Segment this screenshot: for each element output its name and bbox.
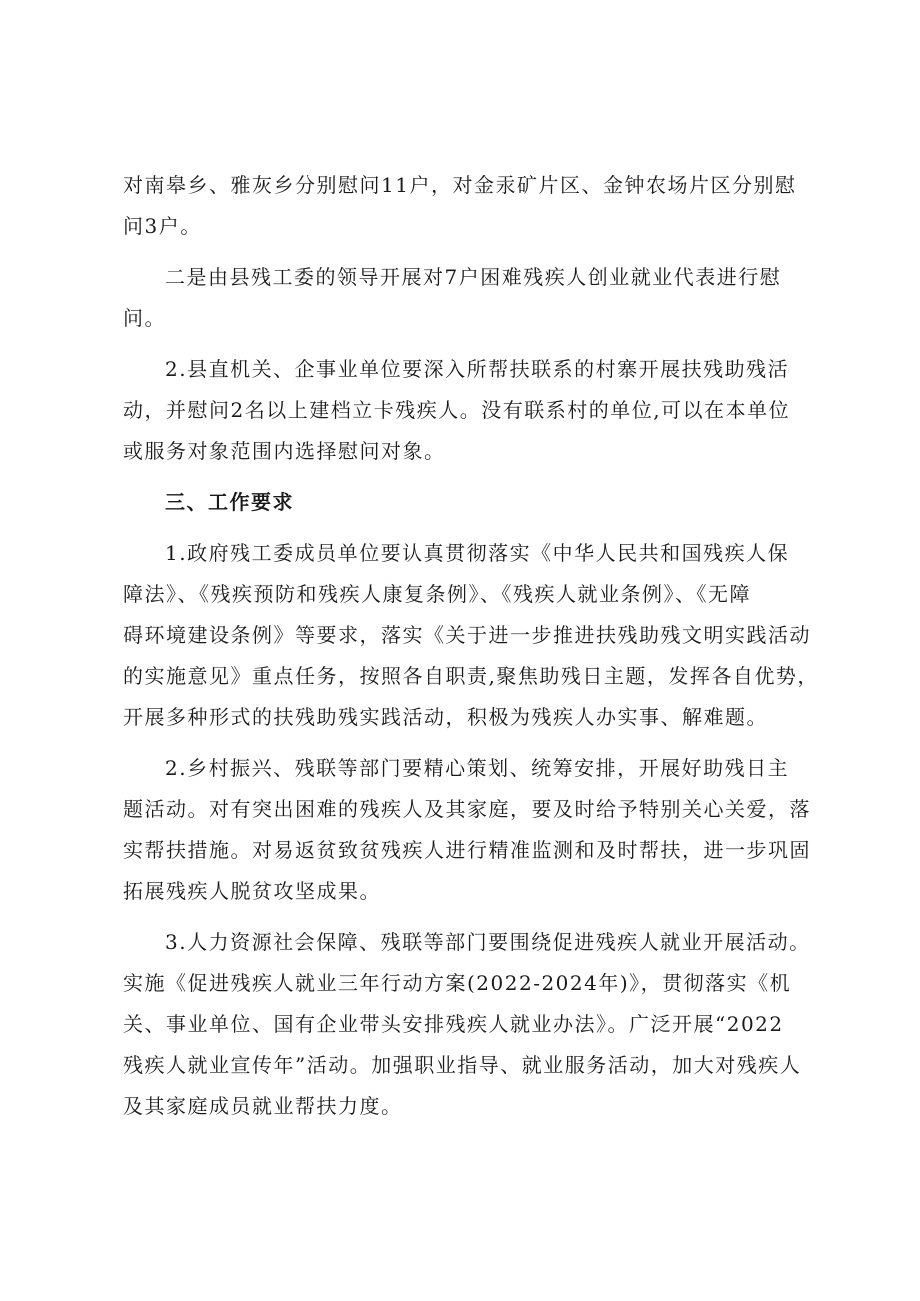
section-heading-work-requirements [123, 482, 813, 523]
text-line: 实帮扶措施。对易返贫致贫残疾人进行精准监测和及时帮扶，进一步巩固 [123, 838, 811, 862]
text-line: 开展多种形式的扶残助残实践活动，积极为残疾人办实事、解难题。 [123, 705, 768, 729]
text-line: 1.政府残工委成员单位要认真贯彻落实《中华人民共和国残疾人保 [165, 541, 790, 565]
text-line: 问。 [123, 306, 166, 330]
section-heading-text: 三、工作要求 [165, 490, 294, 514]
paragraph-requirement-3 [123, 922, 813, 1127]
text-line: 问3户。 [123, 214, 202, 238]
paragraph-item-2-county-units [123, 349, 813, 472]
text-line: 障法》、《残疾预防和残疾人康复条例》、《残疾人就业条例》、《无障 [123, 582, 751, 606]
text-line: 拓展残疾人脱贫攻坚成果。 [123, 879, 381, 903]
document-body [123, 165, 819, 1137]
text-line: 2.乡村振兴、残联等部门要精心策划、统筹安排，开展好助残日主 [165, 756, 790, 780]
text-line: 对南皋乡、雅灰乡分别慰问11户，对金汞矿片区、金钟农场片区分别慰 [123, 173, 797, 197]
text-line: 二是由县残工委的领导开展对7户困难残疾人创业就业代表进行慰 [165, 265, 782, 289]
paragraph-leadership-visits [123, 257, 813, 339]
text-line: 的实施意见》重点任务，按照各自职责,聚焦助残日主题，发挥各自优势， [123, 664, 819, 688]
paragraph-requirement-2 [123, 748, 813, 912]
paragraph-requirement-1 [123, 533, 819, 738]
paragraph-visits-townships [123, 165, 813, 247]
text-line: 2.县直机关、企事业单位要深入所帮扶联系的村寨开展扶残助残活 [165, 357, 790, 381]
text-line: 实施《促进残疾人就业三年行动方案(2022-2024年)》，贯彻落实《机 [123, 971, 792, 995]
text-line: 残疾人就业宣传年”活动。加强职业指导、就业服务活动，加大对残疾人 [123, 1053, 802, 1077]
text-line: 碍环境建设条例》等要求，落实《关于进一步推进扶残助残文明实践活动 [123, 623, 811, 647]
text-line: 关、事业单位、国有企业带头安排残疾人就业办法》。广泛开展“2022 [123, 1012, 784, 1036]
text-line: 动，并慰问2名以上建档立卡残疾人。没有联系村的单位,可以在本单位 [123, 398, 791, 422]
text-line: 3.人力资源社会保障、残联等部门要围绕促进残疾人就业开展活动。 [165, 930, 811, 954]
text-line: 或服务对象范围内选择慰问对象。 [123, 439, 446, 463]
text-line: 题活动。对有突出困难的残疾人及其家庭，要及时给予特别关心关爱，落 [123, 797, 811, 821]
text-line: 及其家庭成员就业帮扶力度。 [123, 1094, 403, 1118]
